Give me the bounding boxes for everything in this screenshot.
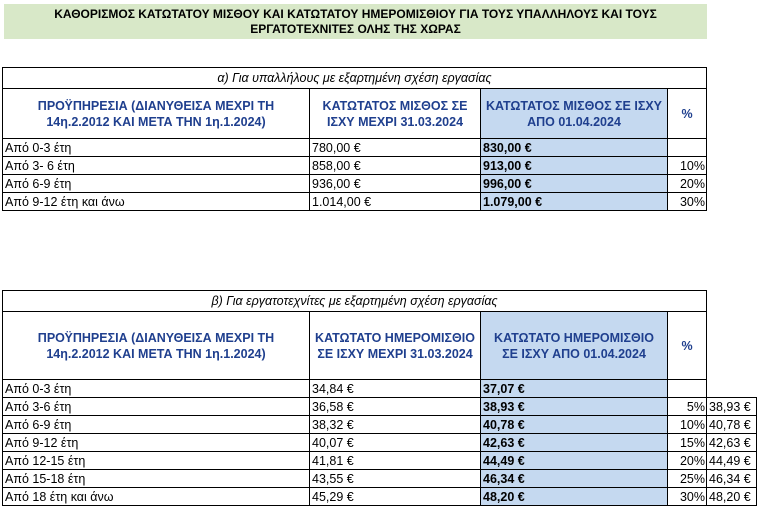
old-wage-cell: 41,81 € xyxy=(310,452,481,470)
old-wage-cell: 38,32 € xyxy=(310,416,481,434)
percent-cell: 25% xyxy=(668,470,707,488)
extra-value-cell: 40,78 € xyxy=(707,416,757,434)
experience-cell: Από 18 έτη και άνω xyxy=(3,488,310,506)
table-row xyxy=(3,398,757,416)
new-wage-cell: 46,34 € xyxy=(481,470,668,488)
table-b-caption: β) Για εργατοτεχνίτες με εξαρτημένη σχέση εργασίας xyxy=(3,291,707,312)
old-salary-cell: 780,00 € xyxy=(310,139,481,157)
header-old-wage: ΚΑΤΩΤΑΤΟ ΗΜΕΡΟΜΙΣΘΙΟ ΣΕ ΙΣΧΥ ΜΕΧΡΙ 31.03.2024 xyxy=(310,312,481,380)
old-wage-cell: 43,55 € xyxy=(310,470,481,488)
experience-cell: Από 3-6 έτη xyxy=(3,398,310,416)
extra-value-cell: 42,63 € xyxy=(707,434,757,452)
experience-cell: Από 6-9 έτη xyxy=(3,416,310,434)
table-row xyxy=(3,175,707,193)
table-row xyxy=(3,416,757,434)
new-salary-cell: 830,00 € xyxy=(481,139,668,157)
extra-value-cell: 46,34 € xyxy=(707,470,757,488)
extra-value-cell: 38,93 € xyxy=(707,398,757,416)
experience-cell: Από 0-3 έτη xyxy=(3,139,310,157)
table-row xyxy=(3,193,707,211)
empty-cell xyxy=(707,380,757,398)
percent-cell: 15% xyxy=(668,434,707,452)
header-percent: % xyxy=(668,89,707,139)
new-salary-cell: 1.079,00 € xyxy=(481,193,668,211)
percent-cell: 20% xyxy=(668,175,707,193)
extra-value-cell: 48,20 € xyxy=(707,488,757,506)
percent-cell xyxy=(668,380,707,398)
percent-cell: 20% xyxy=(668,452,707,470)
table-employees xyxy=(2,67,707,211)
new-wage-cell: 44,49 € xyxy=(481,452,668,470)
percent-cell: 5% xyxy=(668,398,707,416)
document-title: ΚΑΘΟΡΙΣΜΟΣ ΚΑΤΩΤΑΤΟΥ ΜΙΣΘΟΥ ΚΑΙ ΚΑΤΩΤΑΤΟΥ ΗΜΕΡΟΜΙΣΘΙΟΥ ΓΙΑ ΤΟΥΣ ΥΠΑΛΛΗΛΟΥΣ ΚΑΙ ΤΟΥΣ ΕΡΓΑΤΟΤΕΧΝΙΤΕΣ ΟΛΗΣ ΤΗΣ ΧΩΡΑΣ xyxy=(4,4,707,39)
extra-value-cell: 44,49 € xyxy=(707,452,757,470)
new-wage-cell: 40,78 € xyxy=(481,416,668,434)
table-a-caption: α) Για υπαλλήλους με εξαρτημένη σχέση εργασίας xyxy=(3,68,707,89)
old-wage-cell: 40,07 € xyxy=(310,434,481,452)
experience-cell: Από 0-3 έτη xyxy=(3,380,310,398)
table-workers xyxy=(2,290,757,506)
old-wage-cell: 45,29 € xyxy=(310,488,481,506)
percent-cell: 10% xyxy=(668,157,707,175)
percent-cell: 10% xyxy=(668,416,707,434)
new-wage-cell: 48,20 € xyxy=(481,488,668,506)
table-row xyxy=(3,434,757,452)
new-salary-cell: 913,00 € xyxy=(481,157,668,175)
table-row xyxy=(3,380,757,398)
percent-cell xyxy=(668,139,707,157)
old-wage-cell: 36,58 € xyxy=(310,398,481,416)
percent-cell: 30% xyxy=(668,488,707,506)
old-salary-cell: 1.014,00 € xyxy=(310,193,481,211)
new-wage-cell: 42,63 € xyxy=(481,434,668,452)
experience-cell: Από 6-9 έτη xyxy=(3,175,310,193)
new-wage-cell: 38,93 € xyxy=(481,398,668,416)
header-old-salary: ΚΑΤΩΤΑΤΟΣ ΜΙΣΘΟΣ ΣΕ ΙΣΧΥ ΜΕΧΡΙ 31.03.2024 xyxy=(310,89,481,139)
experience-cell: Από 9-12 έτη και άνω xyxy=(3,193,310,211)
percent-cell: 30% xyxy=(668,193,707,211)
experience-cell: Από 15-18 έτη xyxy=(3,470,310,488)
table-row xyxy=(3,157,707,175)
table-row xyxy=(3,470,757,488)
old-wage-cell: 34,84 € xyxy=(310,380,481,398)
header-experience: ΠΡΟΫΠΗΡΕΣΙΑ (ΔΙΑΝΥΘΕΙΣΑ ΜΕΧΡΙ ΤΗ 14η.2.2012 ΚΑΙ ΜΕΤΑ ΤΗΝ 1η.1.2024) xyxy=(3,89,310,139)
old-salary-cell: 858,00 € xyxy=(310,157,481,175)
new-salary-cell: 996,00 € xyxy=(481,175,668,193)
header-new-salary: ΚΑΤΩΤΑΤΟΣ ΜΙΣΘΟΣ ΣΕ ΙΣΧΥ ΑΠΟ 01.04.2024 xyxy=(481,89,668,139)
header-experience: ΠΡΟΫΠΗΡΕΣΙΑ (ΔΙΑΝΥΘΕΙΣΑ ΜΕΧΡΙ ΤΗ 14η.2.2012 ΚΑΙ ΜΕΤΑ ΤΗΝ 1η.1.2024) xyxy=(3,312,310,380)
header-percent: % xyxy=(668,312,707,380)
new-wage-cell: 37,07 € xyxy=(481,380,668,398)
header-new-wage: ΚΑΤΩΤΑΤΟ ΗΜΕΡΟΜΙΣΘΙΟ ΣΕ ΙΣΧΥ ΑΠΟ 01.04.2024 xyxy=(481,312,668,380)
table-row xyxy=(3,488,757,506)
old-salary-cell: 936,00 € xyxy=(310,175,481,193)
table-row xyxy=(3,139,707,157)
experience-cell: Από 9-12 έτη xyxy=(3,434,310,452)
table-row xyxy=(3,452,757,470)
experience-cell: Από 3- 6 έτη xyxy=(3,157,310,175)
experience-cell: Από 12-15 έτη xyxy=(3,452,310,470)
